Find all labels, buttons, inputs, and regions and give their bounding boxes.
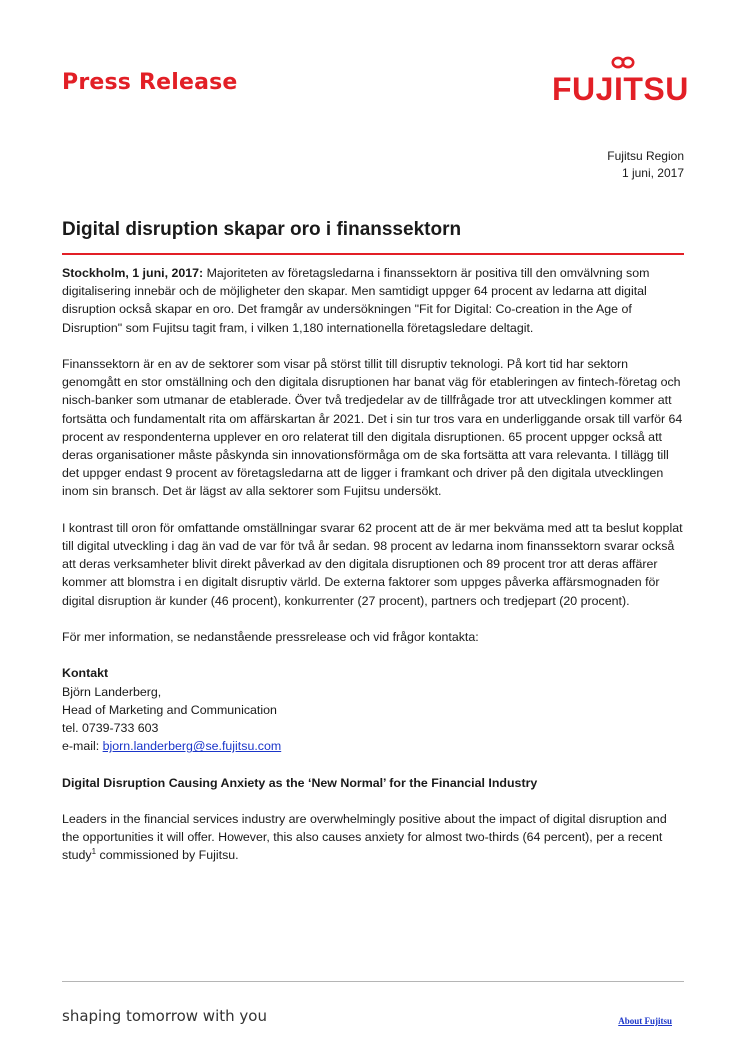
english-paragraph xyxy=(62,810,687,865)
contact-block xyxy=(62,664,687,755)
page-title: Digital disruption skapar oro i finanssektorn xyxy=(62,219,462,240)
press-release-label: Press Release xyxy=(62,70,238,95)
paragraph-2: Finanssektorn är en av de sektorer som visar på störst tillit till disruptiv teknologi. På kort tid har sektorn genomgått en stor omställning och den digitala disruptionen har banat väg för etableringen av fintech-företag och nisch-banker som utmanar de etablerade. Över två tredjedelar av de tillfrågade tror att utvecklingen kommer att fortsätta och fundamentalt rita om affärskartan år 2021. Det i sin tur tros vara en underliggande orsak till varför 64 procent av respondenterna upplever en oro relaterat till den digitala disruptionen. 65 procent uppger också att deras organisationer måste påskynda sin innovationsförmåga om de ska fortsätta att vara relevanta. I tillägg till det uppger endast 9 procent av företagsledarna att de ligger i framkant och driver på den digitala utvecklingen inom sin bransch. Det är lägst av alla sektorer som Fujitsu undersökt. xyxy=(62,357,683,499)
footnote-marker: 1 xyxy=(91,847,97,857)
english-heading: Digital Disruption Causing Anxiety as the ‘New Normal’ for the Financial Industry xyxy=(62,775,538,790)
lead-text: Majoriteten av företagsledarna i finanssektorn är positiva till den omvälvning som digitalisering innebär och de möjligheter den skapar. Men samtidigt uppger 64 procent av ledarna att digital disruption också skapar en oro. Det framgår av undersökningen "Fit for Digital: Co-creation in the Age of Disruption" som Fujitsu tagit fram, i vilken 1,180 internationella företagsledare deltagit. xyxy=(62,266,650,335)
release-date: 1 juni, 2017 xyxy=(621,166,684,180)
english-text: Leaders in the financial services industry are overwhelmingly positive about the impact of digital disruption and the opportunities it will offer. However, this also causes anxiety for almost two-thirds (64 percent), per a recent study xyxy=(62,812,667,863)
contact-heading: Kontakt xyxy=(62,666,109,681)
region-block xyxy=(607,148,684,182)
about-fujitsu-link[interactable]: About Fujitsu xyxy=(618,1016,672,1026)
email-link[interactable]: bjorn.landerberg@se.fujitsu.com xyxy=(102,739,282,754)
email-label: e-mail: xyxy=(62,739,103,754)
lead-dateline: Stockholm, 1 juni, 2017: xyxy=(62,266,204,280)
footer-tagline: shaping tomorrow with you xyxy=(62,1007,267,1025)
contact-phone: tel. 0739-733 603 xyxy=(62,721,159,736)
title-divider xyxy=(62,253,684,255)
paragraph-3: I kontrast till oron för omfattande omställningar svarar 62 procent att de är mer bekväma med att ta beslut kopplat till digital utveckling i dag än vad de var för två år sedan. 98 procent av ledarna inom finanssektorn svarar också att deras verksamheter blivit direkt påverkad av den digitala disruptionen och 89 procent tror att deras affärer kommer att blomstra i en digitalt disruptiv värld. De externa faktorer som uppges påverka affärsmognaden för digital disruption är kunder (46 procent), konkurrenter (27 procent), partners och tredjepart (20 procent). xyxy=(62,520,683,608)
contact-name: Björn Landerberg, xyxy=(62,684,162,699)
footer-divider xyxy=(62,981,684,982)
contact-role: Head of Marketing and Communication xyxy=(62,702,277,717)
english-text-end: commissioned by Fujitsu. xyxy=(96,848,239,863)
region-name: Fujitsu Region xyxy=(607,149,684,163)
contact-email-row xyxy=(62,737,687,755)
logo-wordmark: FUJITSU xyxy=(552,71,689,107)
paragraph-4: För mer information, se nedanstående pressrelease och vid frågor kontakta: xyxy=(62,630,479,645)
fujitsu-logo xyxy=(552,56,689,107)
lead-paragraph xyxy=(62,264,687,337)
article-body xyxy=(62,264,687,883)
